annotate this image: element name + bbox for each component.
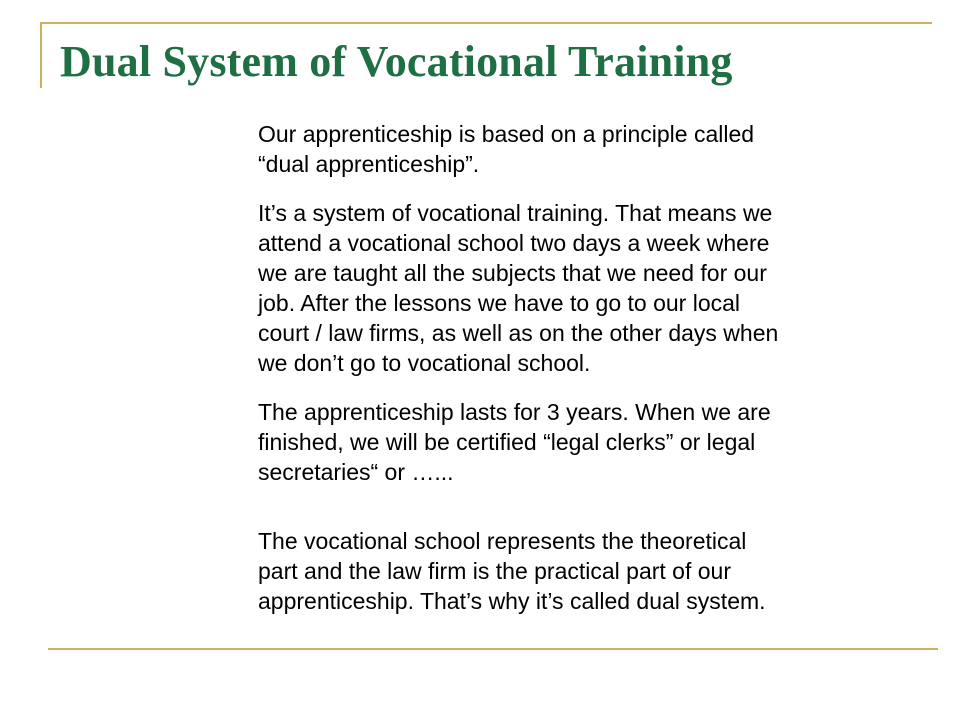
paragraph-3 bbox=[258, 397, 878, 487]
left-rule bbox=[40, 22, 42, 88]
top-rule bbox=[40, 22, 932, 24]
paragraph-3-line: secretaries“ or …... bbox=[258, 459, 454, 485]
paragraph-2-line: job. After the lessons we have to go to our local bbox=[258, 290, 741, 316]
paragraph-4-line: The vocational school represents the theoretical bbox=[258, 528, 747, 554]
paragraph-1-line: “dual apprenticeship”. bbox=[258, 151, 480, 177]
paragraph-2-line: attend a vocational school two days a week where bbox=[258, 230, 770, 256]
paragraph-spacer bbox=[258, 179, 878, 198]
paragraph-2-line: we are taught all the subjects that we need for our bbox=[258, 260, 767, 286]
paragraph-3-line: finished, we will be certified “legal clerks” or legal bbox=[258, 429, 756, 455]
slide-title: Dual System of Vocational Training bbox=[60, 37, 733, 86]
paragraph-2-line: court / law firms, as well as on the other days when bbox=[258, 320, 779, 346]
paragraph-1 bbox=[258, 119, 878, 179]
paragraph-2-line: we don’t go to vocational school. bbox=[258, 350, 591, 376]
slide-body bbox=[258, 119, 878, 616]
paragraph-4-line: apprenticeship. That’s why it’s called dual system. bbox=[258, 588, 766, 614]
paragraph-spacer bbox=[258, 487, 878, 526]
paragraph-spacer bbox=[258, 378, 878, 397]
bottom-rule bbox=[48, 648, 938, 650]
paragraph-3-line: The apprenticeship lasts for 3 years. When we are bbox=[258, 399, 771, 425]
paragraph-4-line: part and the law firm is the practical part of our bbox=[258, 558, 731, 584]
paragraph-2-line: It’s a system of vocational training. That means we bbox=[258, 200, 773, 226]
paragraph-4 bbox=[258, 526, 878, 616]
paragraph-1-line: Our apprenticeship is based on a principle called bbox=[258, 121, 755, 147]
paragraph-2 bbox=[258, 198, 878, 378]
